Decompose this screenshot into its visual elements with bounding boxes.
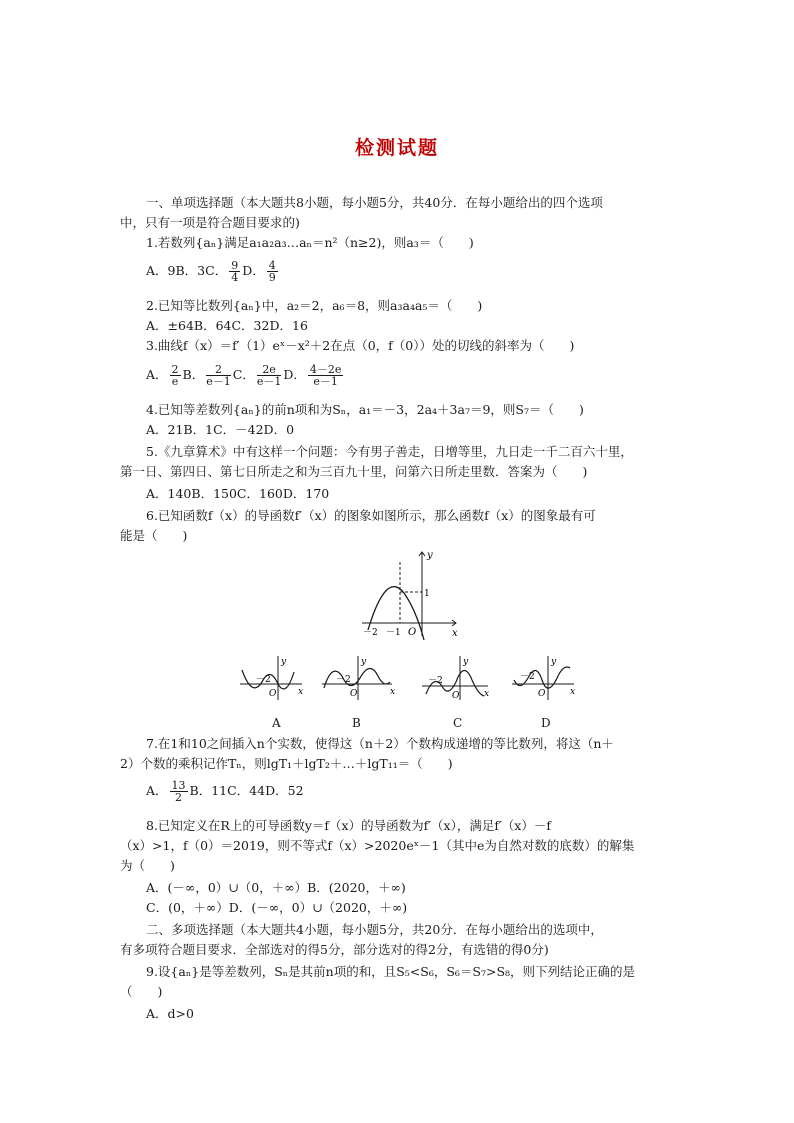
option-graph-a (238, 652, 308, 704)
q1-opt-a: A．9 (146, 263, 176, 278)
q8-stem-cont: （x）>1，f（0）＝2019，则不等式f（x）>2020eˣ－1（其中e为自然对数的底数）的解集 (120, 838, 635, 853)
q1-opt-b: B．3 (175, 263, 206, 278)
section2-header-cont: 有多项符合题目要求．全部选对的得5分，部分选对的得2分，有选错的得0分) (120, 942, 549, 957)
section2-header: 二、多项选择题（本大题共4小题，每小题5分，共20分．在每小题给出的选项中， (146, 922, 603, 937)
q3-frac-d: $\frac{4-2e}{e-1}$ (309, 363, 342, 388)
q5-stem-cont: 第一日、第四日、第七日所走之和为三百九十里，问第六日所走里数．答案为（ ) (120, 464, 588, 479)
opt-b-x: x (390, 687, 396, 697)
q4-options: A．21B．1C．－42D．0 (146, 422, 295, 437)
q8-stem-end: 为（ ) (120, 858, 175, 873)
q8-stem: 8.已知定义在R上的可导函数y＝f（x）的导函数为f′（x），满足f′（x）－f (146, 818, 551, 833)
graph-tick-m2: －2 (363, 628, 378, 638)
opt-c-x: x (484, 689, 490, 699)
q3-options (146, 362, 345, 388)
opt-d-y: y (551, 657, 557, 667)
q5-options: A．140B．150C．160D．170 (146, 486, 330, 501)
opt-d-x: x (570, 687, 576, 697)
opt-c-y: y (463, 657, 469, 667)
opt-b-y: y (361, 657, 367, 667)
q1-options (146, 258, 280, 284)
opt-a-x: x (298, 687, 304, 697)
graph-tick-1: 1 (424, 589, 430, 599)
opt-a-tick: －2 (256, 675, 271, 685)
opt-b-tick: －2 (336, 675, 351, 685)
opt-c-origin: O (452, 691, 460, 701)
q3-frac-a: $\frac{2}{e}$ (171, 363, 179, 388)
q3-stem: 3.曲线f（x）＝f′（1）eˣ－x²＋2在点（0，f（0））处的切线的斜率为（ ) (146, 338, 575, 353)
graph-origin: O (408, 627, 417, 638)
q3-frac-b: $\frac{2}{e-1}$ (206, 363, 231, 388)
derivative-graph (358, 544, 466, 640)
section1-header-cont: 中，只有一项是符合题目要求的) (120, 215, 300, 230)
graph-tick-m1: －1 (386, 628, 401, 638)
opt-d-tick: －2 (520, 672, 535, 682)
opt-b-origin: O (350, 689, 358, 699)
q1-opt-c: C． (205, 263, 228, 278)
q2-options: A．±64B．64C．32D．16 (146, 318, 308, 333)
q2-stem: 2.已知等比数列{aₙ}中，a₂＝2，a₆＝8，则a₃a₄a₅＝（ ) (146, 298, 483, 313)
q3-opt-a: A． (146, 367, 168, 382)
choice-a-label: A (272, 716, 281, 730)
choice-d-label: D (541, 716, 551, 730)
choice-b-label: B (352, 716, 361, 730)
q8-options-ab: A．(－∞，0）∪（0，＋∞）B．(2020，＋∞) (146, 880, 406, 895)
q6-stem-cont: 能是（ ) (120, 528, 188, 543)
opt-c-tick: －2 (428, 676, 443, 686)
q1-stem: 1.若数列{aₙ}满足a₁a₂a₃…aₙ＝n²（n≥2)，则a₃＝（ ) (146, 235, 474, 250)
q3-opt-d: D． (283, 367, 306, 382)
q1-frac-d: $\frac{4}{9}$ (268, 259, 276, 284)
option-graph-c (420, 652, 494, 704)
q3-frac-c: $\frac{2e}{e-1}$ (256, 363, 282, 388)
q6-stem: 6.已知函数f（x）的导函数f′（x）的图象如图所示，那么函数f（x）的图象最有可 (146, 508, 596, 523)
graph-x-label: x (452, 628, 458, 639)
graph-y-label: y (427, 550, 433, 561)
section1-header: 一、单项选择题（本大题共8小题，每小题5分，共40分．在每小题给出的四个选项 (146, 195, 603, 210)
q9-stem: 9.设{aₙ}是等差数列，Sₙ是其前n项的和，且S₅<S₆，S₆＝S₇>S₈，则下列结论正确的是 (146, 964, 636, 979)
option-graph-d (510, 652, 580, 704)
q9-opt-a: A．d>0 (146, 1006, 194, 1021)
choice-c-label: C (453, 716, 463, 730)
q7-opt-a: A． (146, 783, 168, 798)
opt-d-origin: O (538, 689, 546, 699)
q8-options-cd: C．(0，＋∞）D．(－∞，0）∪（2020，＋∞) (146, 900, 408, 915)
q7-options (146, 778, 304, 804)
q7-stem-cont: 2）个数的乘积记作Tₙ，则lgT₁＋lgT₂＋…＋lgT₁₁＝（ ) (120, 756, 453, 771)
option-graph-b (320, 652, 400, 704)
q9-stem-cont: （ ) (120, 984, 163, 999)
q3-opt-b: B． (182, 367, 205, 382)
q1-opt-d: D． (242, 263, 265, 278)
q4-stem: 4.已知等差数列{aₙ}的前n项和为Sₙ，a₁＝－3，2a₄＋3a₇＝9，则S₇＝（ ) (146, 402, 584, 417)
q7-stem: 7.在1和10之间插入n个实数，使得这（n＋2）个数构成递增的等比数列，将这（n＋ (146, 736, 614, 751)
q3-opt-c: C． (232, 367, 255, 382)
q7-frac-a: $\frac{13}{2}$ (171, 779, 186, 804)
q1-frac-c: $\frac{9}{4}$ (231, 259, 239, 284)
q7-rest-options: B．11C．44D．52 (189, 783, 304, 798)
q5-stem: 5.《九章算术》中有这样一个问题：今有男子善走，日增等里，九日走一千二百六十里， (146, 444, 633, 459)
opt-a-y: y (281, 657, 287, 667)
opt-a-origin: O (269, 689, 277, 699)
page-title: 检测试题 (354, 137, 439, 159)
